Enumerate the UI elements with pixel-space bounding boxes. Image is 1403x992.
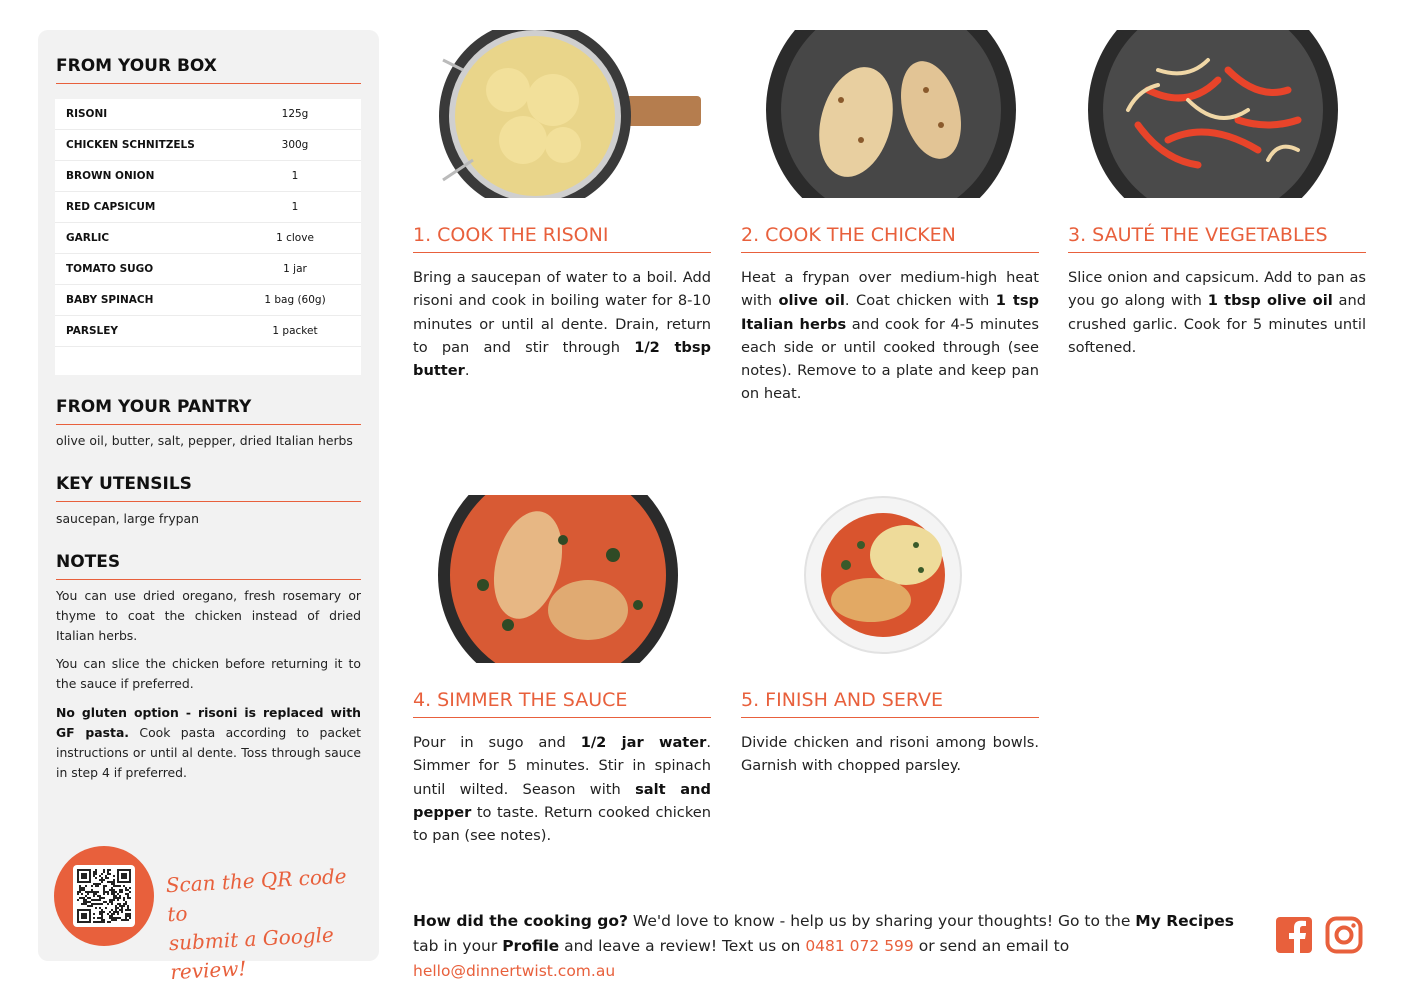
step-4-text: [413, 731, 711, 847]
text-run: Divide chicken and risoni among bowls. Garnish with chopped parsley.: [741, 734, 1039, 775]
table-row: RED CAPSICUM 1: [55, 192, 361, 223]
text-run: or send an email to: [913, 937, 1070, 955]
instagram-icon[interactable]: [1325, 916, 1363, 954]
step-1-title: 1. COOK THE RISONI: [413, 224, 711, 253]
text-run: olive oil: [778, 292, 845, 310]
text-run: 1 tbsp olive oil: [1207, 292, 1333, 310]
text-run: salt and pepper: [413, 780, 711, 821]
review-prompt: [413, 909, 1263, 984]
text-run: and cook for 4-5 minutes each side or until cooked through (see notes). Remove to a plate and keep pan on heat.: [741, 315, 1039, 403]
sidebar: [38, 30, 379, 985]
step-2-text: [741, 266, 1039, 406]
text-run: Heat a frypan over medium-high heat with: [741, 269, 1039, 310]
table-row: BROWN ONION 1: [55, 161, 361, 192]
utensils-heading: KEY UTENSILS: [56, 474, 361, 502]
text-run: to taste. Return cooked chicken to pan (see notes).: [413, 803, 711, 845]
step-3-photo: [1068, 30, 1366, 198]
text-run: 1/2 jar water: [580, 734, 707, 751]
table-row: TOMATO SUGO 1 jar: [55, 254, 361, 285]
step-2-photo: [741, 30, 1039, 198]
text-run: Pour in sugo and: [413, 734, 581, 751]
text-run: and leave a review! Text us on: [559, 937, 806, 955]
text-run: . Coat chicken with: [844, 292, 996, 310]
text-run: .: [464, 362, 470, 380]
text-run: Profile: [502, 937, 560, 955]
table-row: RISONI 125g: [55, 99, 361, 130]
note-3: No gluten option - risoni is replaced with GF pasta. Cook pasta according to packet instructions or until al dente. Toss through sauce in step 4 if preferred.: [56, 705, 362, 780]
contact-link[interactable]: hello@dinnertwist.com.au: [413, 962, 616, 980]
text-run: and crushed garlic. Cook for 5 minutes until softened.: [1068, 292, 1366, 356]
box-heading: FROM YOUR BOX: [56, 56, 361, 84]
step-4-title: 4. SIMMER THE SAUCE: [413, 689, 711, 718]
note-2: You can slice the chicken before returning it to the sauce if preferred.: [56, 656, 361, 691]
text-run: Bring a saucepan of water to a boil. Add risoni and cook in boiling water for 8-10 minutes or until al dente. Drain, return to pan and stir through: [413, 269, 711, 356]
pantry-text: olive oil, butter, salt, pepper, dried Italian herbs: [56, 433, 353, 448]
text-run: My Recipes: [1135, 912, 1234, 930]
table-row: BABY SPINACH 1 bag (60g): [55, 285, 361, 316]
qr-code-icon[interactable]: [73, 865, 135, 927]
facebook-icon[interactable]: [1275, 916, 1313, 954]
text-run: How did the cooking go?: [413, 912, 628, 930]
note-1: You can use dried oregano, fresh rosemary or thyme to coat the chicken instead of dried Italian herbs.: [56, 588, 361, 643]
qr-badge[interactable]: [54, 846, 154, 946]
table-row: GARLIC 1 clove: [55, 223, 361, 254]
step-1-photo: [413, 30, 711, 198]
step-3-title: 3. SAUTÉ THE VEGETABLES: [1068, 224, 1366, 253]
text-run: tab in your: [413, 937, 503, 955]
ingredients-table: [55, 99, 361, 375]
step-2-title: 2. COOK THE CHICKEN: [741, 224, 1039, 253]
text-run: 1/2 tbsp butter: [413, 338, 712, 380]
step-5-text: [741, 731, 1039, 778]
step-1-text: [413, 266, 711, 382]
text-run: 1 tsp Italian herbs: [741, 292, 1039, 333]
step-4-photo: [413, 495, 711, 663]
text-run: We'd love to know - help us by sharing your thoughts! Go to the: [627, 912, 1136, 930]
contact-link[interactable]: 0481 072 599: [805, 937, 914, 955]
table-row: CHICKEN SCHNITZELS 300g: [55, 130, 361, 161]
step-5-photo: [741, 495, 1039, 663]
utensils-text: saucepan, large frypan: [56, 511, 199, 526]
step-5-title: 5. FINISH AND SERVE: [741, 689, 1039, 718]
pantry-heading: FROM YOUR PANTRY: [56, 397, 361, 425]
step-3-text: [1068, 266, 1366, 359]
qr-caption: Scan the QR code to submit a Google review!: [165, 863, 348, 985]
table-row: PARSLEY 1 packet: [55, 316, 361, 347]
notes-heading: NOTES: [56, 552, 361, 580]
text-run: Slice onion and capsicum. Add to pan as you go along with: [1068, 269, 1366, 310]
text-run: . Simmer for 5 minutes. Stir in spinach until wilted. Season with: [413, 734, 712, 798]
